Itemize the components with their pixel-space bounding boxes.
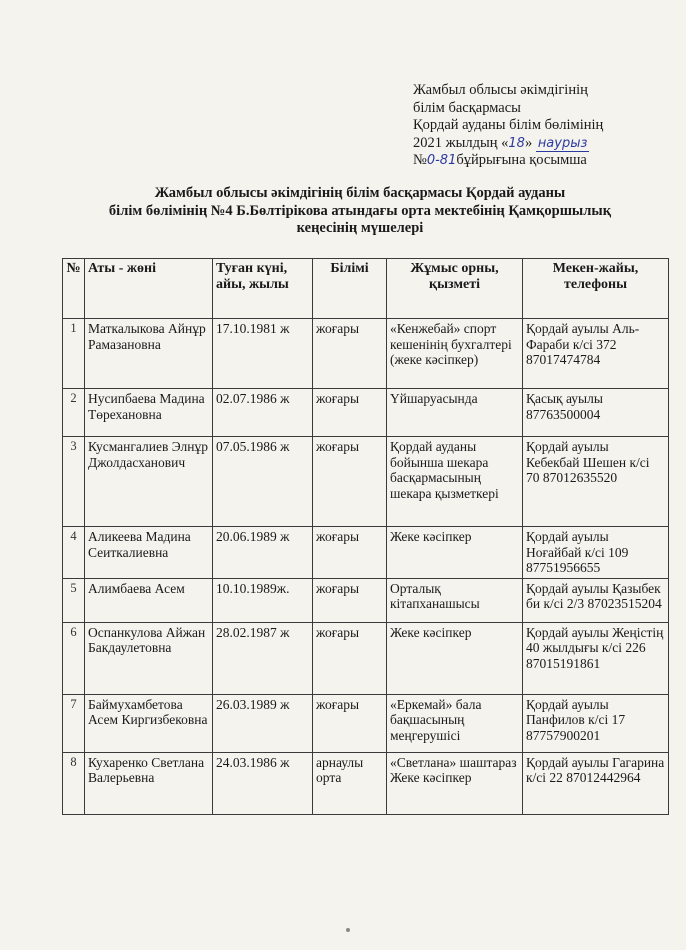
row-name: Кусмангалиев Элнұр Джолдасханович bbox=[85, 437, 213, 527]
document-title bbox=[60, 185, 660, 238]
row-address: Қордай ауылы Қазыбек би к/сі 2/3 87023515204 bbox=[523, 578, 669, 622]
approval-line-3: Қордай ауданы білім бөлімінің bbox=[413, 117, 604, 133]
order-suffix: бұйрығына қосымша bbox=[456, 152, 587, 168]
row-job: «Еркемай» бала бақшасының меңгерушісі bbox=[387, 694, 523, 752]
header-name: Аты - жөні bbox=[85, 259, 213, 319]
row-education: жоғары bbox=[313, 437, 387, 527]
table-row bbox=[63, 622, 669, 694]
approval-note bbox=[413, 82, 673, 170]
row-birth: 07.05.1986 ж bbox=[213, 437, 313, 527]
row-address: Қордай ауылы Ноғайбай к/сі 109 87751956655 bbox=[523, 527, 669, 579]
table-row bbox=[63, 527, 669, 579]
row-birth: 02.07.1986 ж bbox=[213, 389, 313, 437]
row-num: 4 bbox=[63, 527, 85, 579]
header-num: № bbox=[63, 259, 85, 319]
table-row bbox=[63, 578, 669, 622]
approval-line-5 bbox=[413, 152, 673, 170]
handwritten-day: 18 bbox=[508, 135, 525, 151]
row-name: Баймухамбетова Асем Киргизбековна bbox=[85, 694, 213, 752]
row-birth: 24.03.1986 ж bbox=[213, 752, 313, 814]
table-row bbox=[63, 694, 669, 752]
header-job: Жұмыс орны, қызметі bbox=[387, 259, 523, 319]
row-address: Қордай ауылы Гагарина к/сі 22 87012442964 bbox=[523, 752, 669, 814]
row-job: Жеке кәсіпкер bbox=[387, 527, 523, 579]
row-education: жоғары bbox=[313, 694, 387, 752]
scan-speck bbox=[346, 928, 350, 932]
table-row bbox=[63, 752, 669, 814]
row-birth: 26.03.1989 ж bbox=[213, 694, 313, 752]
row-job: Орталық кітапханашысы bbox=[387, 578, 523, 622]
row-name: Маткалыкова Айнұр Рамазановна bbox=[85, 319, 213, 389]
row-birth: 20.06.1989 ж bbox=[213, 527, 313, 579]
approval-line-2: білім басқармасы bbox=[413, 99, 521, 116]
row-num: 1 bbox=[63, 319, 85, 389]
table-row bbox=[63, 319, 669, 389]
members-table bbox=[62, 258, 669, 815]
row-education: жоғары bbox=[313, 319, 387, 389]
header-education: Білімі bbox=[313, 259, 387, 319]
approval-year: 2021 жылдың « bbox=[413, 134, 509, 151]
table-row bbox=[63, 437, 669, 527]
row-num: 7 bbox=[63, 694, 85, 752]
row-address: Қордай ауылы Панфилов к/сі 17 87757900201 bbox=[523, 694, 669, 752]
handwritten-month: наурыз bbox=[537, 135, 588, 151]
row-education: жоғары bbox=[313, 622, 387, 694]
title-line-2: білім бөлімінің №4 Б.Бөлтірікова атындағы орта мектебінің Қамқоршылық bbox=[108, 202, 612, 219]
row-address: Қасық ауылы 87763500004 bbox=[523, 389, 669, 437]
row-num: 8 bbox=[63, 752, 85, 814]
header-address: Мекен-жайы, телефоны bbox=[523, 259, 669, 319]
row-address: Қордай ауылы Аль-Фараби к/сі 372 87017474784 bbox=[523, 319, 669, 389]
row-education: жоғары bbox=[313, 389, 387, 437]
row-address: Қордай ауылы Жеңістің 40 жылдығы к/сі 226 87015191861 bbox=[523, 622, 669, 694]
row-birth: 10.10.1989ж. bbox=[213, 578, 313, 622]
title-line-1: Жамбыл облысы әкімдігінің білім басқармасы Қордай ауданы bbox=[154, 185, 566, 201]
quote-close: » bbox=[524, 134, 533, 151]
row-address: Қордай ауылы Кебекбай Шешен к/сі 70 87012635520 bbox=[523, 437, 669, 527]
row-name: Алимбаева Асем bbox=[85, 578, 213, 622]
row-education: арнаулы орта bbox=[313, 752, 387, 814]
row-num: 5 bbox=[63, 578, 85, 622]
row-job: Үйшаруасында bbox=[387, 389, 523, 437]
table-row bbox=[63, 389, 669, 437]
row-job: Қордай ауданы бойынша шекара басқармасының шекара қызметкері bbox=[387, 437, 523, 527]
row-num: 2 bbox=[63, 389, 85, 437]
table-header-row bbox=[63, 259, 669, 319]
row-name: Аликеева Мадина Сеиткалиевна bbox=[85, 527, 213, 579]
order-number-sign: № bbox=[413, 152, 427, 168]
handwritten-order-number: 0-81 bbox=[426, 153, 457, 168]
row-num: 6 bbox=[63, 622, 85, 694]
row-job: «Кенжебай» спорт кешенінің бухгалтері (жеке кәсіпкер) bbox=[387, 319, 523, 389]
row-name: Нусипбаева Мадина Төрехановна bbox=[85, 389, 213, 437]
row-birth: 28.02.1987 ж bbox=[213, 622, 313, 694]
row-education: жоғары bbox=[313, 527, 387, 579]
row-num: 3 bbox=[63, 437, 85, 527]
row-education: жоғары bbox=[313, 578, 387, 622]
row-job: «Светлана» шаштараз Жеке кәсіпкер bbox=[387, 752, 523, 814]
approval-line-4 bbox=[413, 135, 673, 153]
header-birth: Туған күні, айы, жылы bbox=[213, 259, 313, 319]
row-name: Оспанкулова Айжан Бакдаулетовна bbox=[85, 622, 213, 694]
row-name: Кухаренко Светлана Валерьевна bbox=[85, 752, 213, 814]
row-birth: 17.10.1981 ж bbox=[213, 319, 313, 389]
approval-line-1: Жамбыл облысы әкімдігінің bbox=[413, 82, 588, 98]
row-job: Жеке кәсіпкер bbox=[387, 622, 523, 694]
title-line-3: кеңесінің мүшелері bbox=[296, 220, 424, 236]
